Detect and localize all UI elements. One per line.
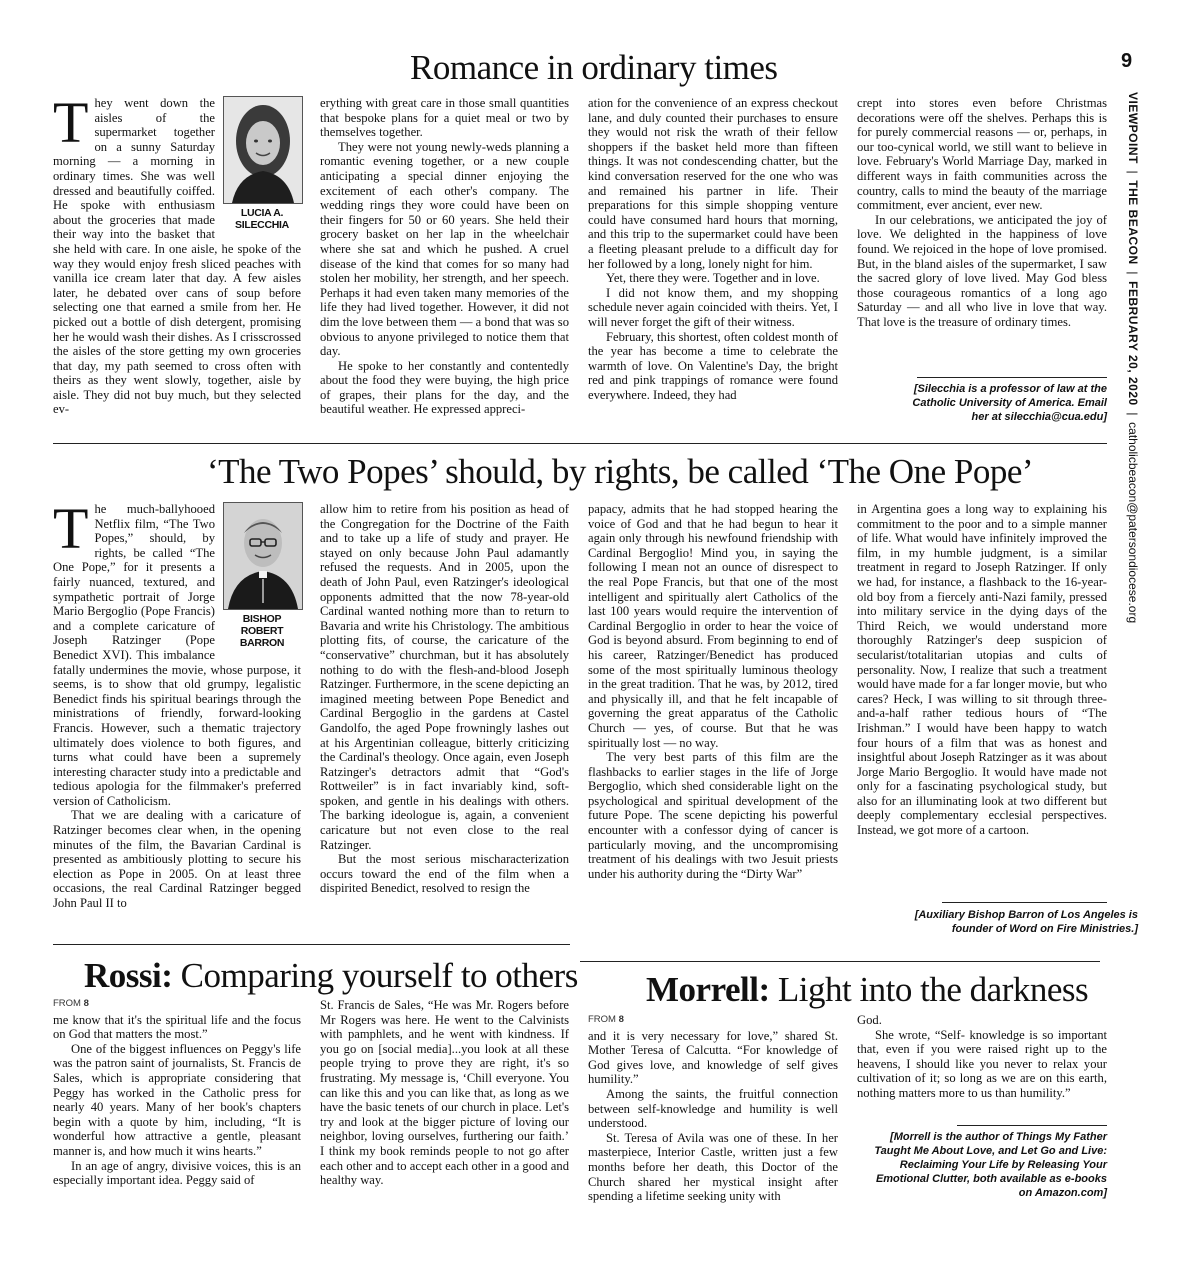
dropcap: T <box>53 496 89 561</box>
paragraph: crept into stores even before Christmas decorations were off the shelves. Perhaps this is for purely commercial reasons — or, perhaps, in our too-cynical world, we still want to believe in love. February's World Marriage Day, marked in different ways in faith communities across the country, calls to mind the beauty of the marriage commitment, ever ancient, ever new. <box>857 96 1107 213</box>
headline-name: Rossi: <box>84 956 173 995</box>
article1-col1 <box>53 90 301 417</box>
paragraph: In our celebrations, we anticipated the joy of love. We delighted in the happiness of love found. We rejoiced in the hope of love promised. But, in the bland aisles of the supermarket, I saw the sacred glory of love lived. May God bless those courageous romantics of a long ago Saturday — and all who live in love that way. That love is the treasure of ordinary times. <box>857 212 1107 329</box>
website-link[interactable]: catholicbeacon@patersondiocese.org <box>1126 422 1140 624</box>
bio-rule <box>957 1125 1107 1126</box>
jump-from-label: FROM 8 <box>588 1014 624 1025</box>
portrait-image <box>224 503 302 609</box>
article1-col4 <box>857 96 1107 330</box>
author-caption: BISHOP ROBERT BARRON <box>239 613 285 649</box>
paragraph: God. <box>857 1013 882 1027</box>
paragraph: The very best parts of this film are the flashbacks to earlier stages in the life of Jorge Bergoglio, which shed considerable light on the psychological and spiritual development of the future Pope. The scene depicting his powerful encounter with a confessor dying of cancer is particularly moving, and the uncompromising treatment of his dealings with two Jesuit priests under his authority during the “Dirty War” <box>588 750 838 881</box>
paragraph: In an age of angry, divisive voices, this is an especially important idea. Peggy said of <box>53 1158 301 1188</box>
paragraph: But the most serious mischaracterization occurs toward the end of the film when a dispirited Benedict, resolved to resign the <box>320 852 569 896</box>
dropcap: T <box>53 90 89 155</box>
article4-col2 <box>857 1013 1107 1101</box>
article2-col1 <box>53 496 301 911</box>
jump-page: 8 <box>83 998 89 1009</box>
paragraph: I did not know them, and my shopping schedule never again coincided with theirs. Yet, I will never forget the gift of their witness. <box>588 285 838 329</box>
article-divider <box>580 961 1100 962</box>
paragraph: hey went down the aisles of the supermarket together on a sunny Saturday morning — a morning in ordinary times. She was well dressed and beautifully coiffed. He spoke with enthusiasm about the groceries that made their way into the basket that she held with care. In one aisle, he spoke of the way they would enjoy fresh sliced peaches with vanilla ice cream later that day. A few aisles later, he debated over cans of soup before selecting one that earned a smile from her. He picked out a bottle of dish detergent, promising her he would wash their dishes. As I crisscrossed the aisles of the store getting my own groceries that day, my path seemed to cross often with theirs as they went slowly, together, aisle by aisle. They did not buy much, but they selected ev- <box>53 96 301 417</box>
paragraph: One of the biggest influences on Peggy's life was the patron saint of journalists, St. Francis de Sales, which is appropriate considering that Peggy has worked in the Catholic press for nearly 40 years. Many of her book's chapters begin with a quote by him, including, “It is wonderful how attractive a gentle, pleasant manner is, and how much it wins hearts.” <box>53 1041 301 1158</box>
article1-col3 <box>588 96 838 402</box>
author-bio: [Auxiliary Bishop Barron of Los Angeles is founder of Word on Fire Ministries.] <box>914 909 1138 935</box>
article-divider <box>53 944 570 945</box>
author-photo-barron <box>223 502 301 649</box>
jump-from-label: FROM 8 <box>53 998 89 1009</box>
paragraph: Yet, there they were. Together and in love. <box>606 271 820 286</box>
paragraph: in Argentina goes a long way to explaining his commitment to the poor and to a simple manner of life. What would have infinitely improved the film, in my humble judgment, is a similar treatment in regard to Joseph Ratzinger. If only we had, for instance, a flashback to the 16-year-old boy from a fiercely anti-Nazi family, pressed into military service in the dying days of the Third Reich, we would understand more thoroughly Ratzinger's deep suspicion of secularist/totalitarian utopias and cults of personality. Now, I realize that such a treatment would have made for a far longer movie, but who cares? Heck, I was willing to sit through three-and-a-half rather tedious hours of “The Irishman.” I would have been happy to watch four hours of a film that was as honest and insightful about Joseph Ratzinger as it was about Jorge Mario Bergoglio. It would have made not only for a fascinating psychological study, but also for an illuminating look at two different but deeply complementary ecclesial perspectives. Instead, we got more of a cartoon. <box>857 502 1107 838</box>
article3-headline <box>84 956 578 996</box>
portrait-image <box>224 97 302 203</box>
article-divider <box>53 443 1107 444</box>
bio-rule <box>917 377 1107 378</box>
paragraph: That we are dealing with a caricature of Ratzinger becomes clear when, in the opening minutes of the film, the Bavarian Cardinal is presented as ambitiously plotting to secure his election as Pope in 2005. On at least three occasions, the real Cardinal Ratzinger begged John Paul II to <box>53 808 301 911</box>
headline-name: Morrell: <box>646 970 770 1009</box>
article2-col3 <box>588 502 838 881</box>
article4-col1 <box>588 1013 838 1204</box>
author-photo-silecchia <box>223 96 301 231</box>
author-portrait <box>223 502 303 610</box>
paragraph: erything with great care in those small quantities that bespoke plans for a quiet meal or two by themselves together. <box>320 96 569 140</box>
paragraph: me know that it's the spiritual life and the focus on God that matters the most.” <box>53 1012 301 1042</box>
paragraph: allow him to retire from his position as head of the Congregation for the Doctrine of the Faith and to take up a life of study and prayer. He stayed on only because John Paul adamantly refused the requests. And in 2005, upon the death of John Paul, even Ratzinger's ideological opponents admitted that the now 78-year-old Cardinal wanted nothing more than to return to Bavaria and write his Christology. The ambitious plotting fits, of course, the caricature of the “conservative” churchman, but it has absolutely nothing to do with the flesh-and-blood Joseph Ratzinger. Furthermore, in the scene depicting an imagined meeting between Pope Benedict and Cardinal Bergoglio in the gardens at Castel Gandolfo, the aged Pope frowningly lashes out at his Argentinian colleague, bitterly criticizing the Cardinal's theology. Once again, even Joseph Ratzinger's detractors admit that “God's Rottweiler” is in fact invariably kind, soft-spoken, and gentle in his dealings with others. The barking ideologue is, again, a convenient caricature but not even close to the real Ratzinger. <box>320 502 569 852</box>
article1-col2 <box>320 96 569 417</box>
paragraph: he much-ballyhooed Netflix film, “The Two Popes,” should, by rights, be called “The One Pope,” for it presents a fairly nuanced, textured, and sympathetic portrait of Jorge Mario Bergoglio (Pope Francis) and a complete caricature of Joseph Ratzinger (Pope Benedict XVI). This imbalance fatally undermines the movie, whose purpose, it seems, is to show that old grumpy, legalistic Benedict finds his spiritual bearings through the ministrations of friendly, forward-looking Francis. However, such a thematic trajectory ultimately does violence to both figures, and turns what could have been a supremely interesting character study into a predictable and tedious apologia for the filmmaker's preferred version of Catholicism. <box>53 502 301 808</box>
paragraph: They were not young newly-weds planning a romantic evening together, or a new couple anticipating a special dinner enjoying the excitement of each other's company. The wedding rings they wore could have been on their fingers for 50 or 60 years. She held their grocery basket on her lap in the wheelchair where she sat and which he pushed. A cruel disease of the kind that comes for so many had stolen her mobility, her strength, and her speech. Perhaps it had even taken many memories of the life they had lived together. However, it did not dim the love between them — a bond that was so obvious to anyone privileged to notice them that day. <box>320 139 569 359</box>
article3-col1 <box>53 997 301 1188</box>
article2-col4 <box>857 502 1107 838</box>
article3-col2 <box>320 998 569 1188</box>
article2-headline: ‘The Two Popes’ should, by rights, be called ‘The One Pope’ <box>207 452 1034 491</box>
page-sidebar: VIEWPOINT | THE BEACON | FEBRUARY 20, 2020 | catholicbeacon@patersondiocese.org <box>1126 92 1140 624</box>
issue-date: FEBRUARY 20, 2020 <box>1126 281 1140 406</box>
paragraph: St. Francis de Sales, “He was Mr. Rogers before Mr Rogers was here. He went to the Calvinists with pamphlets, and he went with kindness. If you go on [social media]...you look at all these people trying to prove they are right, it's so frustrating. My message is, ‘Chill everyone. You can like this and you can like that, as long as we have the basic tenets of our church in place. Let's try and look at the bigger picture of loving our neighbor, loving ourselves, furthering our faith.’ I think my book reminds people to not go after each other and to accept each other in a good and healthy way. <box>320 998 569 1188</box>
paper-name: THE BEACON <box>1126 180 1140 265</box>
headline-text: Comparing yourself to others <box>172 956 578 995</box>
article4-headline <box>646 970 1088 1010</box>
headline-text: Light into the darkness <box>769 970 1089 1009</box>
paragraph: and it is very necessary for love,” shared St. Mother Teresa of Calcutta. “For knowledge of God gives love, and knowledge of self gives humility.” <box>588 1028 838 1087</box>
paragraph: papacy, admits that he had stopped hearing the voice of God and that he had begun to hear it again only through his newfound friendship with Cardinal Bergoglio! Mind you, in saying the following I mean not an ounce of disrespect to the real Pope Francis, but that one of the most intelligent and spiritually alert Catholics of the last 100 years would require the intervention of Cardinal Bergoglio in order to hear the voice of God is beyond absurd. From beginning to end of his career, Ratzinger/Benedict has produced some of the most spiritually luminous theology in the great tradition. That he was, by 2012, tired and physically ill, and that he felt incapable of governing the great apparatus of the Catholic Church — yes, of course. But that he was spiritually lost — no way. <box>588 502 838 750</box>
author-portrait <box>223 96 303 204</box>
paragraph: She wrote, “Self- knowledge is so important that, even if you were raised right up to the heavens, I should like you never to relax your cultivation of it; so long as we are on this earth, nothing matters more to us than humility.” <box>857 1027 1107 1100</box>
paragraph: ation for the convenience of an express checkout lane, and duly counted their purchases to ensure they would not risk the wrath of their fellow shoppers if the basket held more than fifteen things. It was not condescending chatter, but the kind conversation reserved for the one who was and remained his partner in life. Their preparations for this simple shopping venture could have consumed hard hours that morning, and this trip to the supermarket could have been a fleeting pleasant prelude to a difficult day for her followed by a long, lonely night for him. <box>588 96 838 271</box>
author-caption: LUCIA A. SILECCHIA <box>235 207 289 231</box>
paragraph: He spoke to her constantly and contentedly about the food they were buying, the high price of grapes, their plans for the day, and the beautiful weather. He expressed appreci- <box>320 358 569 417</box>
author-bio: [Silecchia is a professor of law at the Catholic University of America. Email her at silecchia@cua.edu] <box>912 383 1107 423</box>
paragraph: Among the saints, the fruitful connection between self-knowledge and humility is well understood. <box>588 1086 838 1131</box>
article2-col2 <box>320 502 569 896</box>
paragraph: February, this shortest, often coldest month of the year has become a time to celebrate the warmth of love. On Valentine's Day, the bright red and pink trappings of romance were found everywhere. Indeed, they had <box>588 329 838 402</box>
jump-page: 8 <box>618 1014 624 1025</box>
paragraph: St. Teresa of Avila was one of these. In her masterpiece, Interior Castle, written just a few months before her death, this Doctor of the Church shared her mystical insight after spending a lifetime seeking unity with <box>588 1130 838 1204</box>
article1-headline: Romance in ordinary times <box>410 48 778 87</box>
page-number: 9 <box>1121 50 1133 72</box>
bio-rule <box>942 902 1107 903</box>
author-bio: [Morrell is the author of Things My Father Taught Me About Love, and Let Go and Live: Reclaiming Your Life by Releasing Your Emotional Clutter, both available as e-books on Amazon.com] <box>874 1131 1107 1199</box>
section-name: VIEWPOINT <box>1126 92 1140 164</box>
